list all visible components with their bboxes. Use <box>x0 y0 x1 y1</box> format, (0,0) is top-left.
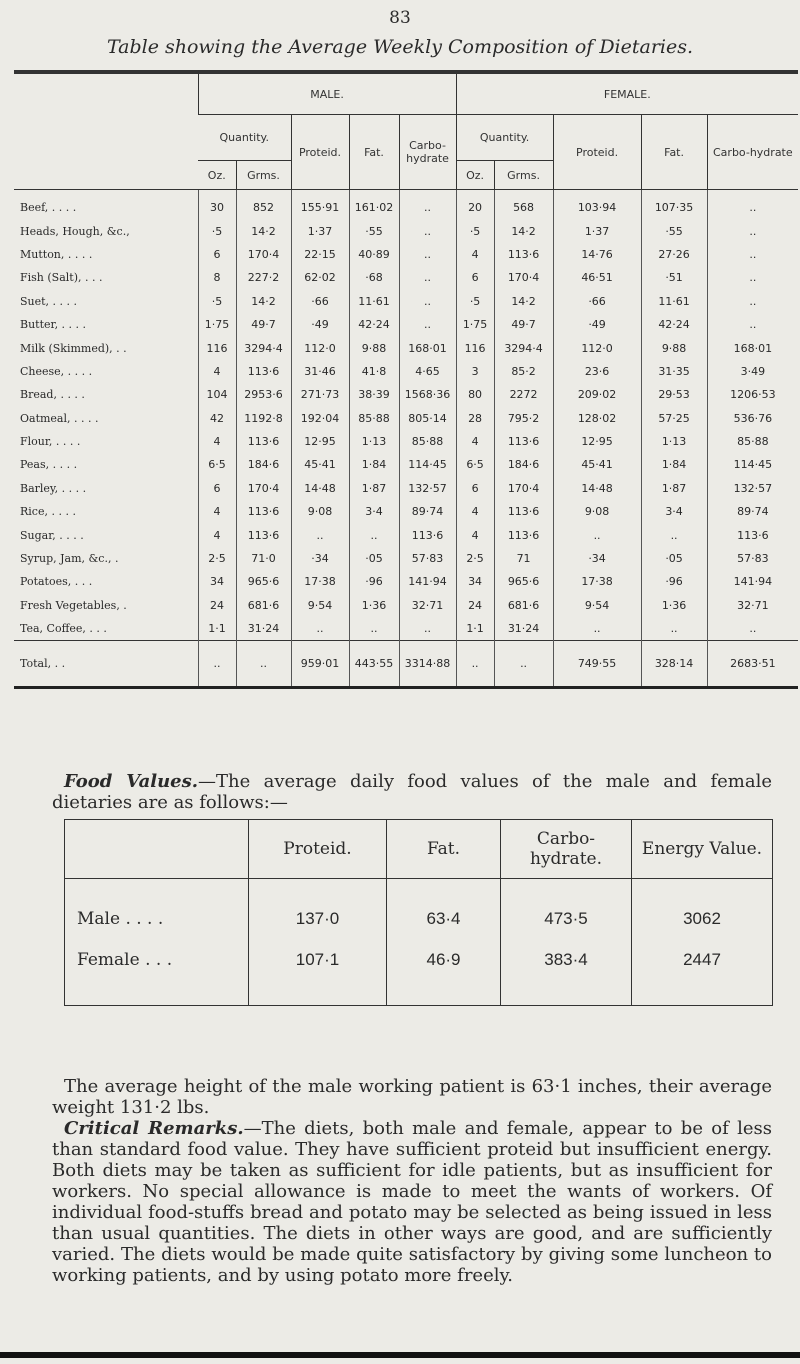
table-cell: 49·7 <box>236 313 291 336</box>
table-cell: 85·88 <box>707 430 798 453</box>
fv-cell: 46·9 <box>387 939 501 1006</box>
height-weight-paragraph: The average height of the male working patient is 63·1 inches, their average weight 131·2 lbs. <box>52 1076 772 1118</box>
table-cell: 32·71 <box>707 594 798 617</box>
table-cell: 45·41 <box>553 453 641 476</box>
table-cell: 27·26 <box>641 243 707 266</box>
table-cell: 2683·51 <box>707 641 798 688</box>
table-cell: 209·02 <box>553 383 641 406</box>
table-cell: 12·95 <box>291 430 349 453</box>
table-cell: ·55 <box>349 219 399 242</box>
food-label: Suet, . . . . <box>20 294 78 308</box>
table-cell: 49·7 <box>494 313 553 336</box>
male-oz-header: Oz. <box>198 161 236 190</box>
table-cell: 112·0 <box>291 336 349 359</box>
table-row <box>14 430 798 453</box>
table-cell: 271·73 <box>291 383 349 406</box>
table-cell: 1·1 <box>456 617 494 641</box>
table-cell: .. <box>553 617 641 641</box>
table-row <box>14 570 798 593</box>
table-row <box>14 500 798 523</box>
table-cell: ·68 <box>349 266 399 289</box>
food-label: Butter, . . . . <box>20 318 87 332</box>
food-label: Flour, . . . . <box>20 435 81 449</box>
table-cell: ·96 <box>641 570 707 593</box>
fv-row-male <box>65 879 773 940</box>
table-cell: 6 <box>198 243 236 266</box>
male-grms-header: Grms. <box>236 161 291 190</box>
table-cell: .. <box>707 219 798 242</box>
table-cell: .. <box>707 190 798 220</box>
male-fat-header: Fat. <box>349 115 399 190</box>
table-cell: ·5 <box>456 219 494 242</box>
table-cell: 1·13 <box>641 430 707 453</box>
table-cell: 71·0 <box>236 547 291 570</box>
table-cell: 227·2 <box>236 266 291 289</box>
food-label: Rice, . . . . <box>20 505 76 519</box>
table-cell: 1·87 <box>349 477 399 500</box>
fv-fat-header: Fat. <box>387 820 501 879</box>
table-cell: 1·36 <box>641 594 707 617</box>
table-row <box>14 477 798 500</box>
table-cell: 6·5 <box>198 453 236 476</box>
table-cell: 9·54 <box>291 594 349 617</box>
table-row <box>14 243 798 266</box>
table-cell: ·66 <box>553 290 641 313</box>
female-proteid-header: Proteid. <box>553 115 641 190</box>
table-cell: 114·45 <box>707 453 798 476</box>
table-cell: 34 <box>456 570 494 593</box>
critical-remarks-paragraph <box>52 1118 772 1286</box>
table-cell: 113·6 <box>494 500 553 523</box>
table-cell: 1·37 <box>291 219 349 242</box>
page-number: 83 <box>389 8 411 28</box>
table-cell: 29·53 <box>641 383 707 406</box>
table-cell: 107·35 <box>641 190 707 220</box>
table-cell: .. <box>707 290 798 313</box>
table-cell: 57·25 <box>641 407 707 430</box>
fv-cell: 473·5 <box>501 879 632 940</box>
table-cell: 4 <box>198 360 236 383</box>
fv-cell: 3062 <box>632 879 773 940</box>
page-title: Table showing the Average Weekly Composition of Dietaries. <box>106 36 694 58</box>
table-cell: 85·2 <box>494 360 553 383</box>
table-cell: 89·74 <box>399 500 456 523</box>
table-cell: 34 <box>198 570 236 593</box>
table-cell: 959·01 <box>291 641 349 688</box>
table-row <box>14 336 798 359</box>
female-oz-header: Oz. <box>456 161 494 190</box>
female-group-header: FEMALE. <box>456 74 798 115</box>
fv-blank-header <box>65 820 249 879</box>
table-cell: 1·75 <box>456 313 494 336</box>
table-cell: 1·13 <box>349 430 399 453</box>
table-cell: 89·74 <box>707 500 798 523</box>
bottom-rule <box>0 1352 800 1358</box>
table-cell: ·34 <box>553 547 641 570</box>
food-values-paragraph <box>52 771 772 813</box>
table-cell: 132·57 <box>399 477 456 500</box>
table-cell: 161·02 <box>349 190 399 220</box>
table-row <box>14 453 798 476</box>
table-cell: 57·83 <box>399 547 456 570</box>
table-cell: 852 <box>236 190 291 220</box>
table-cell: 443·55 <box>349 641 399 688</box>
table-cell: 168·01 <box>707 336 798 359</box>
table-cell: ·49 <box>553 313 641 336</box>
table-cell: 41·8 <box>349 360 399 383</box>
table-cell: 168·01 <box>399 336 456 359</box>
table-cell: 681·6 <box>236 594 291 617</box>
table-cell: 113·6 <box>236 523 291 546</box>
table-row <box>14 383 798 406</box>
food-label: Barley, . . . . <box>20 481 87 495</box>
table-cell: 31·24 <box>494 617 553 641</box>
food-label: Oatmeal, . . . . <box>20 411 99 425</box>
table-row <box>14 594 798 617</box>
food-label: Potatoes, . . . <box>20 575 93 589</box>
table-cell: 113·6 <box>494 523 553 546</box>
table-cell: .. <box>399 290 456 313</box>
table-cell: 11·61 <box>349 290 399 313</box>
table-cell: 42·24 <box>641 313 707 336</box>
table-cell: .. <box>553 523 641 546</box>
table-cell: 28 <box>456 407 494 430</box>
table-cell: 11·61 <box>641 290 707 313</box>
table-cell: .. <box>236 641 291 688</box>
table-cell: 3294·4 <box>236 336 291 359</box>
male-carbo-header: Carbo-hydrate <box>399 115 456 190</box>
fv-row-label: Female . . . <box>65 939 249 1006</box>
table-cell: 113·6 <box>707 523 798 546</box>
food-label: Tea, Coffee, . . . <box>20 622 107 636</box>
fv-cell: 107·1 <box>249 939 387 1006</box>
table-row <box>14 266 798 289</box>
table-cell: 1·84 <box>641 453 707 476</box>
table-cell: 1192·8 <box>236 407 291 430</box>
male-quantity-header: Quantity. <box>198 115 291 161</box>
table-cell: 1·36 <box>349 594 399 617</box>
table-row <box>14 617 798 641</box>
table-cell: 9·54 <box>553 594 641 617</box>
table-cell: 965·6 <box>236 570 291 593</box>
fv-carbo-header: Carbo-hydrate. <box>501 820 632 879</box>
table-cell: 749·55 <box>553 641 641 688</box>
fv-cell: 63·4 <box>387 879 501 940</box>
table-cell: 31·46 <box>291 360 349 383</box>
table-row <box>14 407 798 430</box>
food-label: Heads, Hough, &c., <box>20 224 130 238</box>
table-cell: 24 <box>198 594 236 617</box>
table-cell: 4 <box>198 500 236 523</box>
table-cell: 1206·53 <box>707 383 798 406</box>
table-cell: 40·89 <box>349 243 399 266</box>
table-row <box>14 360 798 383</box>
table-cell: 1·37 <box>553 219 641 242</box>
table-cell: 1·84 <box>349 453 399 476</box>
table-cell: ·05 <box>641 547 707 570</box>
table-cell: 2·5 <box>198 547 236 570</box>
table-cell: 192·04 <box>291 407 349 430</box>
table-cell: 681·6 <box>494 594 553 617</box>
food-label: Cheese, . . . . <box>20 364 93 378</box>
table-cell: 14·2 <box>494 219 553 242</box>
male-group-header: MALE. <box>198 74 456 115</box>
table-cell: 795·2 <box>494 407 553 430</box>
table-row <box>14 190 798 220</box>
table-cell: 2·5 <box>456 547 494 570</box>
food-label: Bread, . . . . <box>20 388 85 402</box>
fv-cell: 2447 <box>632 939 773 1006</box>
table-cell: 17·38 <box>553 570 641 593</box>
table-cell: 23·6 <box>553 360 641 383</box>
table-cell: .. <box>399 190 456 220</box>
food-label: Fish (Salt), . . . <box>20 271 103 285</box>
table-cell: 9·88 <box>641 336 707 359</box>
table-cell: 57·83 <box>707 547 798 570</box>
food-label: Peas, . . . . <box>20 458 78 472</box>
table-cell: 6·5 <box>456 453 494 476</box>
table-cell: 170·4 <box>494 477 553 500</box>
table-cell: 113·6 <box>494 243 553 266</box>
table-cell: 4 <box>198 523 236 546</box>
fv-cell: 137·0 <box>249 879 387 940</box>
table-cell: 6 <box>456 266 494 289</box>
table-cell: 46·51 <box>553 266 641 289</box>
food-label: Total, . . <box>14 641 198 688</box>
table-cell: 30 <box>198 190 236 220</box>
table-cell: 14·48 <box>291 477 349 500</box>
table-cell: 14·2 <box>236 290 291 313</box>
table-cell: 2953·6 <box>236 383 291 406</box>
table-cell: 4 <box>456 243 494 266</box>
table-cell: .. <box>707 617 798 641</box>
table-cell: 116 <box>456 336 494 359</box>
table-cell: 85·88 <box>349 407 399 430</box>
table-cell: .. <box>707 243 798 266</box>
table-cell: 965·6 <box>494 570 553 593</box>
table-cell: 9·88 <box>349 336 399 359</box>
table-cell: ·05 <box>349 547 399 570</box>
table-cell: 32·71 <box>399 594 456 617</box>
table-cell: 113·6 <box>236 500 291 523</box>
table-cell: 568 <box>494 190 553 220</box>
table-cell: 4 <box>456 430 494 453</box>
table-cell: 6 <box>456 477 494 500</box>
table-cell: ·5 <box>456 290 494 313</box>
critical-remarks-text: —The diets, both male and female, appear to be of less than standard food value. They have sufficient proteid but insufficient energy. Both diets may be taken as sufficient for idle patients, but as insufficient for workers. No special allowance is made to meet the wants of workers. Of individual food-stuffs bread and potato may be selected as being issued in less than usual quantities. The diets in other ways are good, and are sufficiently varied. The diets would be made quite satisfactory by giving some luncheon to working patients, and by using potato more freely. <box>52 1118 772 1286</box>
table-cell: ·5 <box>198 219 236 242</box>
table-cell: 3 <box>456 360 494 383</box>
food-header-blank <box>14 74 198 190</box>
table-cell: 170·4 <box>494 266 553 289</box>
table-cell: 113·6 <box>236 430 291 453</box>
table-row <box>14 290 798 313</box>
table-cell: 38·39 <box>349 383 399 406</box>
table-cell: 3·4 <box>641 500 707 523</box>
table-cell: 42·24 <box>349 313 399 336</box>
table-cell: 1568·36 <box>399 383 456 406</box>
food-values-intro: —The average daily food values of the male and female dietaries are as follows:— <box>52 771 772 813</box>
table-cell: .. <box>641 617 707 641</box>
table-cell: .. <box>641 523 707 546</box>
fv-cell: 383·4 <box>501 939 632 1006</box>
table-cell: 62·02 <box>291 266 349 289</box>
table-cell: ·49 <box>291 313 349 336</box>
table-cell: .. <box>198 641 236 688</box>
table-cell: .. <box>494 641 553 688</box>
table-cell: .. <box>291 617 349 641</box>
female-quantity-header: Quantity. <box>456 115 553 161</box>
table-cell: 536·76 <box>707 407 798 430</box>
table-cell: 170·4 <box>236 243 291 266</box>
table-cell: 9·08 <box>553 500 641 523</box>
table-cell: 6 <box>198 477 236 500</box>
female-fat-header: Fat. <box>641 115 707 190</box>
table-cell: 80 <box>456 383 494 406</box>
table-cell: 85·88 <box>399 430 456 453</box>
table-cell: 128·02 <box>553 407 641 430</box>
fv-energy-header: Energy Value. <box>632 820 773 879</box>
table-cell: 3·49 <box>707 360 798 383</box>
table-cell: ·51 <box>641 266 707 289</box>
fv-row-female <box>65 939 773 1006</box>
table-cell: 3294·4 <box>494 336 553 359</box>
table-cell: 2272 <box>494 383 553 406</box>
table-cell: 114·45 <box>399 453 456 476</box>
table-cell: 1·75 <box>198 313 236 336</box>
critical-remarks-heading: Critical Remarks. <box>64 1118 244 1139</box>
table-cell: 8 <box>198 266 236 289</box>
table-cell: 9·08 <box>291 500 349 523</box>
table-cell: ·55 <box>641 219 707 242</box>
table-cell: .. <box>291 523 349 546</box>
table-cell: 4·65 <box>399 360 456 383</box>
table-cell: 4 <box>456 500 494 523</box>
table-cell: 31·24 <box>236 617 291 641</box>
table-cell: 113·6 <box>399 523 456 546</box>
table-cell: 103·94 <box>553 190 641 220</box>
table-row <box>14 523 798 546</box>
dietary-composition-table <box>14 74 798 689</box>
food-label: Fresh Vegetables, . <box>20 598 127 612</box>
table-cell: 1·1 <box>198 617 236 641</box>
total-row <box>14 641 798 688</box>
food-label: Mutton, . . . . <box>20 247 93 261</box>
table-cell: 14·48 <box>553 477 641 500</box>
table-row <box>14 547 798 570</box>
table-cell: 3314·88 <box>399 641 456 688</box>
table-cell: 1·87 <box>641 477 707 500</box>
table-cell: 113·6 <box>236 360 291 383</box>
female-carbo-header: Carbo-hydrate <box>707 115 798 190</box>
table-cell: 14·76 <box>553 243 641 266</box>
dietary-composition-table-wrap <box>14 70 798 689</box>
table-cell: 132·57 <box>707 477 798 500</box>
table-cell: 42 <box>198 407 236 430</box>
food-label: Beef, . . . . <box>20 201 77 215</box>
table-cell: 328·14 <box>641 641 707 688</box>
food-label: Sugar, . . . . <box>20 528 84 542</box>
table-cell: 170·4 <box>236 477 291 500</box>
table-cell: 45·41 <box>291 453 349 476</box>
fv-row-label: Male . . . . <box>65 879 249 940</box>
table-cell: 116 <box>198 336 236 359</box>
table-cell: .. <box>707 266 798 289</box>
table-cell: 31·35 <box>641 360 707 383</box>
table-row <box>14 219 798 242</box>
fv-proteid-header: Proteid. <box>249 820 387 879</box>
table-cell: 155·91 <box>291 190 349 220</box>
table-cell: ·34 <box>291 547 349 570</box>
table-cell: ·5 <box>198 290 236 313</box>
table-cell: 4 <box>198 430 236 453</box>
table-cell: 24 <box>456 594 494 617</box>
table-cell: 17·38 <box>291 570 349 593</box>
table-cell: 112·0 <box>553 336 641 359</box>
table-cell: 184·6 <box>236 453 291 476</box>
table-cell: .. <box>399 243 456 266</box>
table-cell: 104 <box>198 383 236 406</box>
table-cell: 3·4 <box>349 500 399 523</box>
food-values-heading: Food Values. <box>64 771 199 792</box>
food-label: Syrup, Jam, &c., . <box>20 552 119 566</box>
table-cell: ·66 <box>291 290 349 313</box>
food-values-table <box>64 819 773 1006</box>
table-cell: 141·94 <box>707 570 798 593</box>
table-cell: 805·14 <box>399 407 456 430</box>
table-cell: .. <box>349 617 399 641</box>
table-cell: 71 <box>494 547 553 570</box>
dietary-table-body <box>14 190 798 688</box>
table-cell: 12·95 <box>553 430 641 453</box>
table-cell: 4 <box>456 523 494 546</box>
table-cell: .. <box>349 523 399 546</box>
male-proteid-header: Proteid. <box>291 115 349 190</box>
table-cell: 14·2 <box>236 219 291 242</box>
table-cell: ·96 <box>349 570 399 593</box>
table-cell: 113·6 <box>494 430 553 453</box>
table-cell: 22·15 <box>291 243 349 266</box>
table-cell: 184·6 <box>494 453 553 476</box>
table-cell: 20 <box>456 190 494 220</box>
table-cell: .. <box>399 313 456 336</box>
table-cell: 141·94 <box>399 570 456 593</box>
table-cell: .. <box>399 617 456 641</box>
table-cell: .. <box>399 266 456 289</box>
table-cell: .. <box>707 313 798 336</box>
table-cell: .. <box>399 219 456 242</box>
table-row <box>14 313 798 336</box>
food-label: Milk (Skimmed), . . <box>20 341 127 355</box>
table-cell: .. <box>456 641 494 688</box>
female-grms-header: Grms. <box>494 161 553 190</box>
table-cell: 14·2 <box>494 290 553 313</box>
